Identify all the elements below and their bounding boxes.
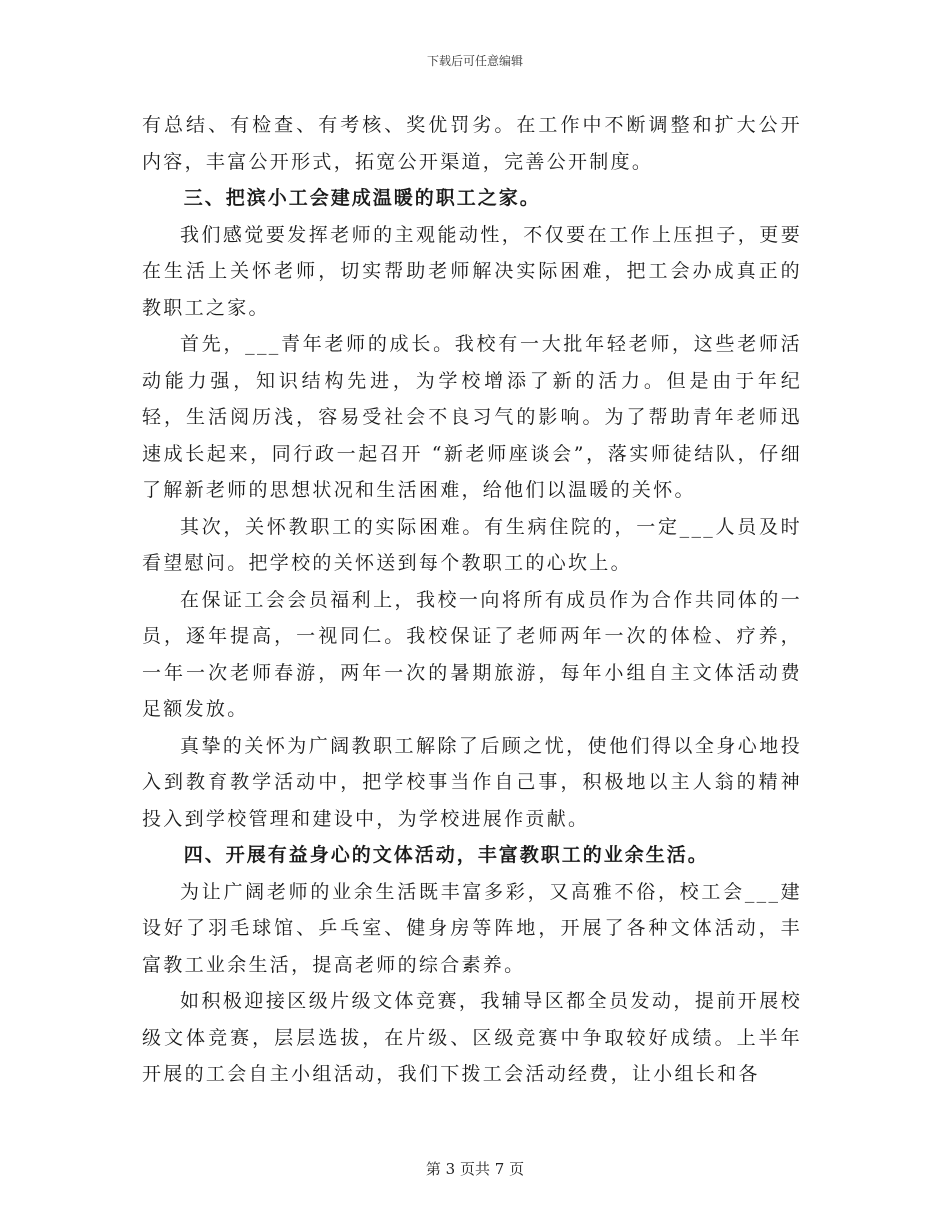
section-heading-4: 四、开展有益身心的文体活动，丰富教职工的业余生活。 <box>183 844 709 866</box>
paragraph: 我们感觉要发挥老师的主观能动性，不仅要在工作上压担子，更要在生活上关怀老师，切实帮助老师解决实际困难，把工会办成真正的教职工之家。 <box>142 223 802 319</box>
paragraph: 首先，___青年老师的成长。我校有一大批年轻老师，这些老师活动能力强，知识结构先进，为学校增添了新的活力。但是由于年纪轻，生活阅历浅，容易受社会不良习气的影响。为了帮助青年老师迅速成长起来，同行政一起召开 “新老师座谈会”，落实师徒结队，仔细了解新老师的思想状况和生活困难，给他们以温暖的关怀。 <box>142 333 802 501</box>
paragraph: 如积极迎接区级片级文体竞赛，我辅导区都全员发动，提前开展校级文体竞赛，层层选拔，在片级、区级竞赛中争取较好成绩。上半年开展的工会自主小组活动，我们下拨工会活动经费，让小组长和各 <box>142 990 802 1085</box>
paragraph-continuation: 有总结、有检查、有考核、奖优罚劣。在工作中不断调整和扩大公开内容，丰富公开形式，拓宽公开渠道，完善公开制度。 <box>142 114 802 173</box>
page-footer: 第 3 页共 7 页 <box>425 1160 525 1178</box>
page-header: 下载后可任意编辑 <box>426 54 523 68</box>
paragraph: 在保证工会会员福利上，我校一向将所有成员作为合作共同体的一员，逐年提高，一视同仁。我校保证了老师两年一次的体检、疗养，一年一次老师春游，两年一次的暑期旅游，每年小组自主文体活动费足额发放。 <box>142 588 802 720</box>
paragraph: 其次，关怀教职工的实际困难。有生病住院的，一定___人员及时看望慰问。把学校的关怀送到每个教职工的心坎上。 <box>142 515 802 574</box>
section-heading-3: 三、把滨小工会建成温暖的职工之家。 <box>183 187 541 209</box>
paragraph: 为让广阔老师的业余生活既丰富多彩，又高雅不俗，校工会___建设好了羽毛球馆、乒乓室、健身房等阵地，开展了各种文体活动，丰富教工业余生活，提高老师的综合素养。 <box>142 880 802 976</box>
document-body <box>142 107 802 1093</box>
paragraph: 真挚的关怀为广阔教职工解除了后顾之忧，使他们得以全身心地投入到教育教学活动中，把学校事当作自己事，积极地以主人翁的精神投入到学校管理和建设中，为学校进展作贡献。 <box>142 734 802 830</box>
